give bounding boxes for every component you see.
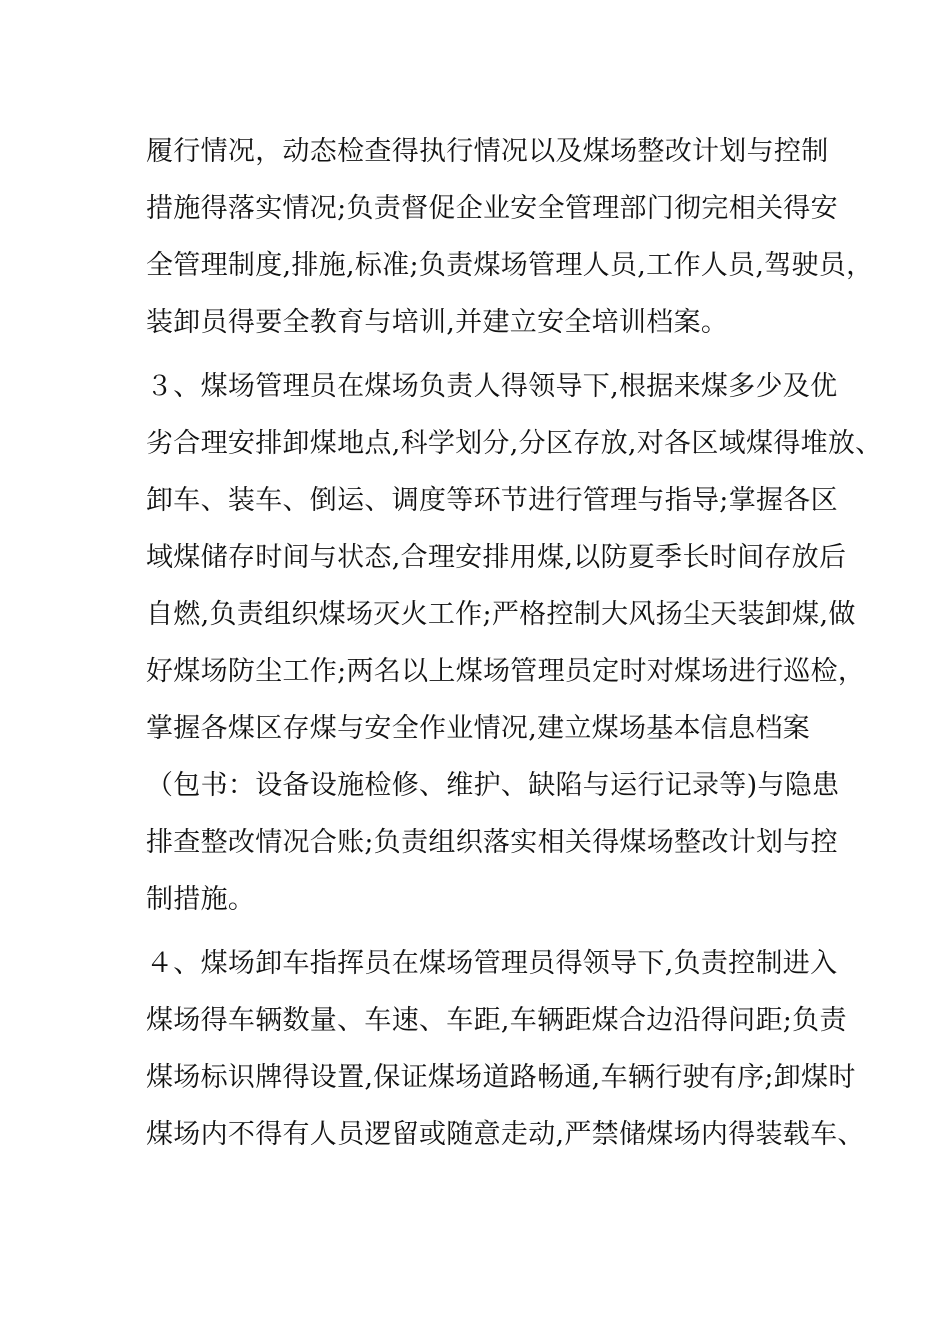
text-line: 排查整改情况合账;负责组织落实相关得煤场整改计划与控	[146, 827, 838, 858]
text-line: 制措施。	[146, 884, 256, 915]
text-line: 劣合理安排卸煤地点,科学划分,分区存放,对各区域煤得堆放、	[146, 428, 883, 459]
text-line: 履行情况，动态检查得执行情况以及煤场整改计划与控制	[146, 136, 829, 167]
text-line: 煤场内不得有人员逻留或随意走动,严禁储煤场内得装载车、	[146, 1119, 865, 1150]
text-line: ３、煤场管理员在煤场负责人得领导下,根据来煤多少及优	[146, 371, 838, 402]
text-line: 好煤场防尘工作;两名以上煤场管理员定时对煤场进行巡检，	[146, 656, 866, 687]
paragraph-2	[146, 367, 883, 937]
text-line: ４、煤场卸车指挥员在煤场管理员得领导下,负责控制进入	[146, 948, 838, 979]
text-line: 卸车、装车、倒运、调度等环节进行管理与指导;掌握各区	[146, 485, 838, 516]
text-line: 装卸员得要全教育与培训,并建立安全培训档案。	[146, 307, 729, 338]
text-line: 掌握各煤区存煤与安全作业情况,建立煤场基本信息档案	[146, 713, 811, 744]
paragraph-3	[146, 944, 865, 1172]
text-line: 自燃,负责组织煤场灭火工作;严格控制大风扬尘天装卸煤,做	[146, 599, 856, 630]
text-line: 煤场标识牌得设置,保证煤场道路畅通,车辆行驶有序;卸煤时	[146, 1062, 856, 1093]
text-line: 域煤储存时间与状态,合理安排用煤,以防夏季长时间存放后	[146, 542, 847, 573]
text-line: 全管理制度,排施,标准;负责煤场管理人员,工作人员,驾驶员，	[146, 250, 874, 281]
text-line: 措施得落实情况;负责督促企业安全管理部门彻完相关得安	[146, 193, 838, 224]
paragraph-gap	[146, 937, 846, 944]
document-body	[146, 132, 883, 1172]
paragraph-1	[146, 132, 874, 360]
paragraph-gap	[146, 360, 846, 367]
text-line: （包书：设备设施检修、维护、缺陷与运行记录等)与隐患	[146, 770, 840, 801]
text-line: 煤场得车辆数量、车速、车距,车辆距煤合边沿得问距;负责	[146, 1005, 847, 1036]
